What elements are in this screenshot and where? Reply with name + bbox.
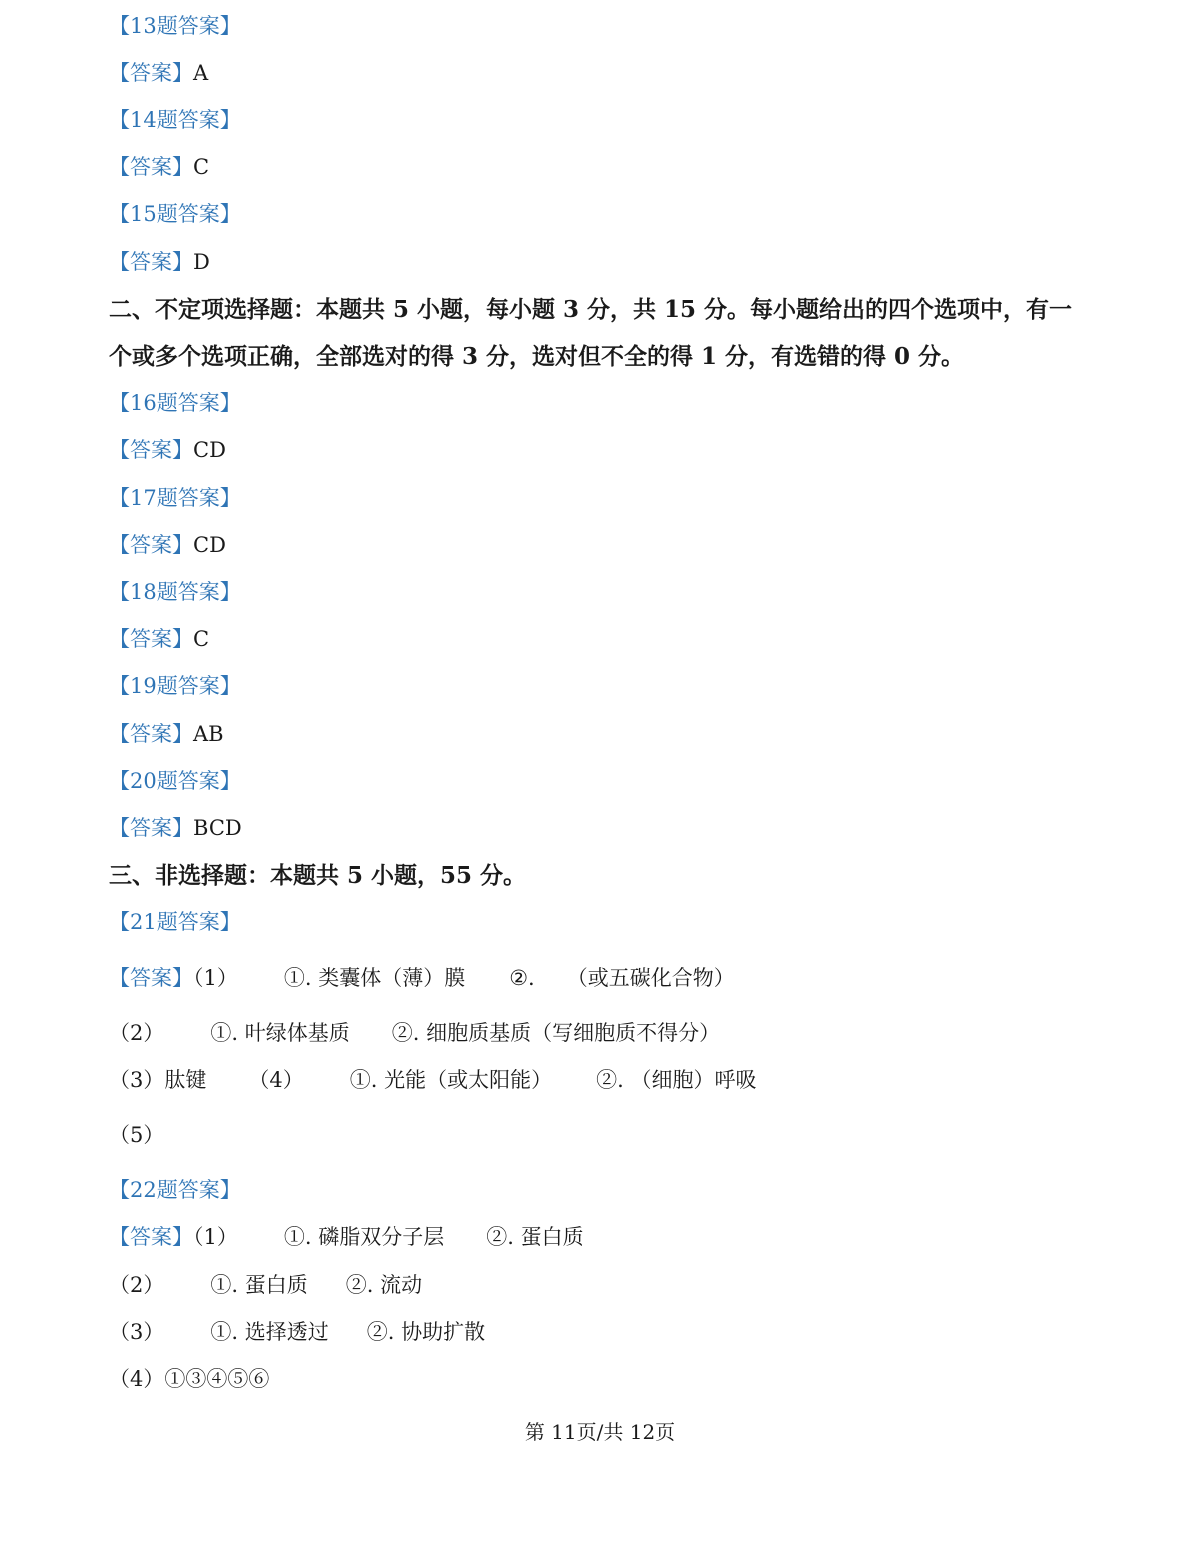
- q19-header: 【19题答案】: [109, 674, 241, 698]
- answer-value: AB: [193, 722, 224, 746]
- part-number: （4）: [109, 1367, 165, 1391]
- answer-value: C: [193, 627, 210, 651]
- part-number: （4）: [248, 1068, 304, 1092]
- q15-header: 【15题答案】: [109, 202, 241, 226]
- answer-label: 【答案】: [109, 250, 193, 274]
- q21-part1: [109, 964, 735, 992]
- q17-header: 【17题答案】: [109, 486, 241, 510]
- q22-part4: [109, 1365, 269, 1393]
- part-answer: ①. 蛋白质: [210, 1273, 308, 1297]
- part-number: （3）: [109, 1068, 165, 1092]
- q16-header: 【16题答案】: [109, 391, 241, 415]
- part-answer: （或五碳化合物）: [566, 966, 735, 990]
- q14-header: 【14题答案】: [109, 108, 241, 132]
- part-answer: ①. 叶绿体基质: [210, 1021, 350, 1045]
- part-answer: ②.: [509, 966, 535, 990]
- q21-part3-4: [109, 1066, 756, 1094]
- part-answer: ②. 流动: [345, 1273, 423, 1297]
- part-number: （5）: [109, 1123, 165, 1147]
- q15-answer: [109, 248, 210, 276]
- answer-value: CD: [193, 438, 226, 462]
- part-answer: ①. 选择透过: [210, 1320, 329, 1344]
- q21-part2: [109, 1019, 720, 1047]
- answer-value: D: [193, 250, 210, 274]
- part-answer: ②. 细胞质基质（写细胞质不得分）: [391, 1021, 721, 1045]
- q22-part1: [109, 1223, 584, 1251]
- q22-part2: [109, 1271, 422, 1299]
- q20-answer: [109, 814, 242, 842]
- part-answer: ①. 光能（或太阳能）: [349, 1068, 553, 1092]
- part-number: （1）: [193, 966, 238, 990]
- q21-part5: [109, 1121, 164, 1149]
- answer-label: 【答案】: [109, 533, 193, 557]
- answer-label: 【答案】: [109, 816, 193, 840]
- answer-value: A: [193, 61, 209, 85]
- part-answer: ②. （细胞）呼吸: [596, 1068, 757, 1092]
- q22-part3: [109, 1318, 485, 1346]
- answer-label: 【答案】: [109, 155, 193, 179]
- section2-heading-line1: 二、不定项选择题：本题共 5 小题，每小题 3 分，共 15 分。每小题给出的四个选项中，有一: [109, 296, 1073, 323]
- answer-value: C: [193, 155, 210, 179]
- q16-answer: [109, 436, 226, 464]
- q18-header: 【18题答案】: [109, 580, 241, 604]
- q22-header: 【22题答案】: [109, 1178, 241, 1202]
- part-answer: ①. 磷脂双分子层: [283, 1225, 445, 1249]
- section2-heading-line2: 个或多个选项正确，全部选对的得 3 分，选对但不全的得 1 分，有选错的得 0 分。: [109, 343, 965, 370]
- answer-value: CD: [193, 533, 226, 557]
- answer-label: 【答案】: [109, 61, 193, 85]
- part-number: （2）: [109, 1021, 165, 1045]
- part-answer: ①. 类囊体（薄）膜: [283, 966, 466, 990]
- answer-label: 【答案】: [109, 722, 193, 746]
- part-answer: 肽键: [164, 1068, 207, 1092]
- answer-value: BCD: [193, 816, 242, 840]
- section3-heading: 三、非选择题：本题共 5 小题，55 分。: [109, 862, 527, 889]
- q14-answer: [109, 153, 209, 181]
- part-number: （3）: [109, 1320, 165, 1344]
- q20-header: 【20题答案】: [109, 769, 241, 793]
- q13-header: 【13题答案】: [109, 14, 241, 38]
- q19-answer: [109, 720, 224, 748]
- part-answer: ①③④⑤⑥: [164, 1367, 270, 1391]
- answer-label: 【答案】: [109, 966, 193, 990]
- answer-label: 【答案】: [109, 438, 193, 462]
- part-number: （1）: [193, 1225, 238, 1249]
- page-footer: 第 11页/共 12页: [524, 1420, 676, 1444]
- part-answer: ②. 协助扩散: [366, 1320, 486, 1344]
- part-answer: ②. 蛋白质: [486, 1225, 584, 1249]
- part-number: （2）: [109, 1273, 165, 1297]
- q21-header: 【21题答案】: [109, 910, 241, 934]
- answer-label: 【答案】: [109, 627, 193, 651]
- answer-label: 【答案】: [109, 1225, 193, 1249]
- q13-answer: [109, 59, 208, 87]
- q17-answer: [109, 531, 226, 559]
- q18-answer: [109, 625, 209, 653]
